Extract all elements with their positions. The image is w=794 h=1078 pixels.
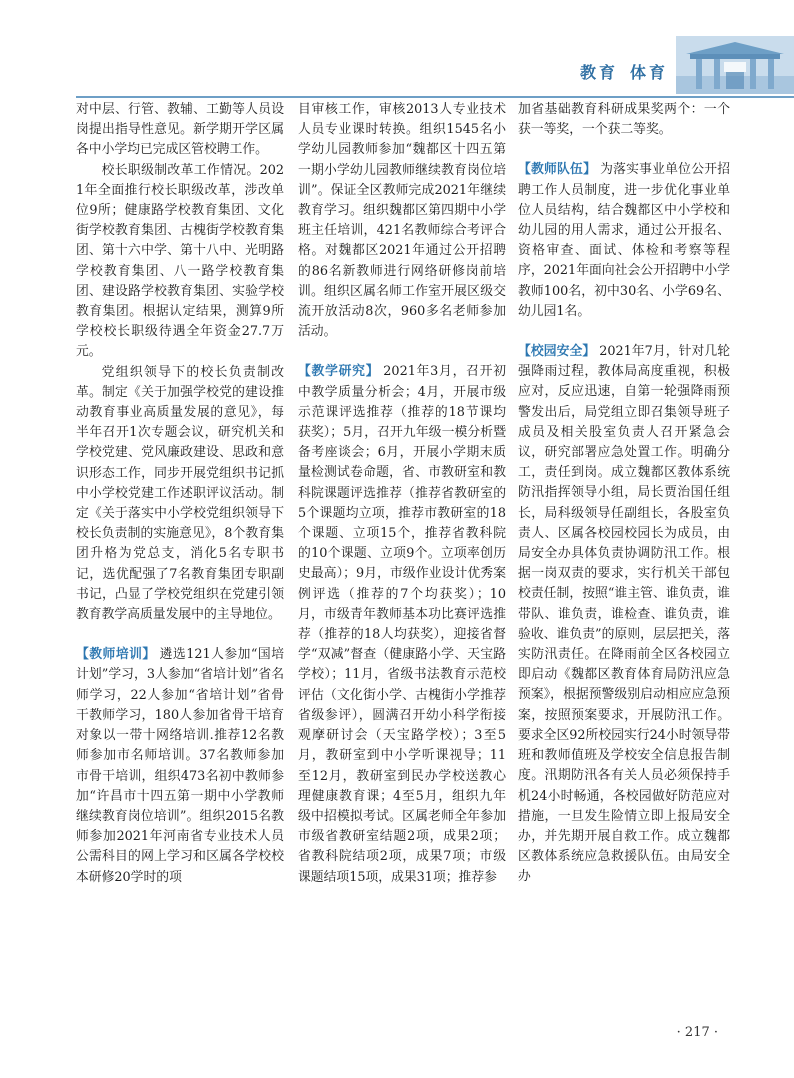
paragraph: 加省基础教育科研成果奖两个：一个获一等奖，一个获二等奖。: [518, 102, 730, 138]
section-teaching-research: [298, 362, 506, 887]
decorative-gate-banner: [676, 36, 794, 94]
section-tag: 【教师队伍】: [518, 162, 597, 178]
text-column-2: [298, 100, 506, 888]
paragraph: 党组织领导下的校长负责制改革。制定《关于加强学校党的建设推动教育事业高质量发展的意见》，每半年召开1次专题会议，研究机关和学校党建、党风廉政建设、思政和意识形态工作，同步开展党组织书记抓中小学校党建工作述职评议活动。制定《关于落实中小学校党组织领导下校长负责制的实施意见》，8个教育集团升格为党总支，消化5名专职书记，选优配强了7名教育集团专职副书记，凸显了学校党组织在党建引领教育教学高质量发展中的主导地位。: [76, 364, 284, 623]
section-text: 遴选121人参加“国培计划”学习，3人参加“省培计划”省名师学习，22人参加“省培计划”省骨干教师学习，180人参加省骨干培育对象以一带十网络培训.推荐12名教师参加市名师培训。37名教师参加市骨干培训，组织473名初中教师参加“许昌市十四五第一期中小学教师继续教育岗位培训”。组织2015名教师参加2021年河南省专业技术人员公需科目的网上学习和区属各学校校本研修20学时的项: [76, 647, 284, 885]
section-text: 2021年3月，召开初中教学质量分析会；4月，开展市级示范课评选推荐（推荐的18节课均获奖）；5月，召开九年级一模分析暨备考座谈会；6月，开展小学期末质量检测试卷命题，省、市教研室和教科院课题评选推荐（推荐省教研室的5个课题均立项，推荐市教研室的18个课题、立项15个，推荐省教科院的10个课题、立项9个。立项率创历史最高）；9月，市级作业设计优秀案例评选（推荐的7个均获奖）；10月，市级青年教师基本功比赛评选推荐（推荐的18人均获奖），迎接省督学“双减”督查（健康路小学、天宝路学校）；11月，省级书法教育示范校评估（文化街小学、古槐街小学推荐省级参评），圆满召开幼小科学衔接观摩研讨会（天宝路学校）；3至5月，教研室到中小学听课视导；11至12月，教研室到民办学校送教心理健康教育课；4至5月，组织九年级中招模拟考试。区属老师全年参加市级省教研室结题2项，成果2项；省教科院结项2项，成果7项；市级课题结项15项，成果31项；推荐参: [298, 364, 507, 885]
section-text: 为落实事业单位公开招聘工作人员制度，进一步优化事业单位人员结构，结合魏都区中小学校和幼儿园的用人需求，通过公开报名、资格审查、面试、体检和考察等程序，2021年面向社会公开招聘中小学教师100名，初中30名、小学69名、幼儿园1名。: [518, 162, 731, 319]
paragraph: 目审核工作，审核2013人专业技术人员专业课时转换。组织1545名小学幼儿园教师参加“魏都区十四五第一期小学幼儿园教师继续教育岗位培训”。保证全区教师完成2021年继续教育学习。组织魏都区第四期中小学班主任培训，421名教师综合考评合格。对魏都区2021年通过公开招聘的86名新教师进行网络研修岗前培训。组织区属名师工作室开展区级交流开放活动8次，960多名老师参加活动。: [298, 102, 506, 340]
paragraph: 对中层、行管、教辅、工勤等人员设岗提出指导性意见。新学期开学区属各中小学均已完成区管校聘工作。: [76, 102, 284, 158]
page-number: · 217 ·: [676, 1025, 718, 1040]
section-campus-safety: [518, 342, 730, 887]
section-tag: 【教师培训】: [76, 647, 156, 663]
section-teacher-team: [518, 160, 730, 322]
text-column-3: [518, 100, 730, 888]
section-teacher-training: [76, 645, 284, 887]
paragraph: 校长职级制改革工作情况。2021年全面推行校长职级改革，涉改单位9所；健康路学校教育集团、文化街学校教育集团、古槐街学校教育集团、第十六中学、第十八中、光明路学校教育集团、八一路学校教育集团、建设路学校教育集团、实验学校教育集团。根据认定结果，测算9所学校校长职级待遇全年资金27.7万元。: [76, 162, 284, 360]
section-header: [580, 60, 668, 83]
section-tag: 【教学研究】: [298, 364, 380, 380]
category-sports: 体育: [629, 63, 668, 82]
header-rule: [76, 96, 794, 98]
category-education: 教育: [579, 63, 618, 82]
section-text: 2021年7月，针对几轮强降雨过程，教体局高度重视，积极应对，反应迅速，自第一轮强降雨预警发出后，局党组立即召集领导班子成员及相关股室负责人召开紧急会议，研究部署应急处置工作。明确分工，责任到岗。成立魏都区教体系统防汛指挥领导小组，局长贾治国任组长，局科级领导任副组长，各股室负责人、区属各校园校园长为成员，由局安全办具体负责协调防汛工作。根据一岗双责的要求，实行机关干部包校责任制，按照“谁主管、谁负责，谁带队、谁负责，谁检查、谁负责，谁验收、谁负责”的原则，层层把关，落实防汛责任。在降雨前全区各校园立即启动《魏都区教育体育局防汛应急预案》，根据预警级别启动相应应急预案，按照预案要求，开展防汛工作。要求全区92所校园实行24小时领导带班和教师值班及学校安全信息报告制度。汛期防汛各有关人员必须保持手机24小时畅通，各校园做好防范应对措施，一旦发生险情立即上报局安全办，并先期开展自救工作。成立魏都区教体系统应急救援队伍。由局安全办: [518, 344, 731, 885]
section-tag: 【校园安全】: [518, 344, 596, 360]
text-column-1: [76, 100, 284, 888]
